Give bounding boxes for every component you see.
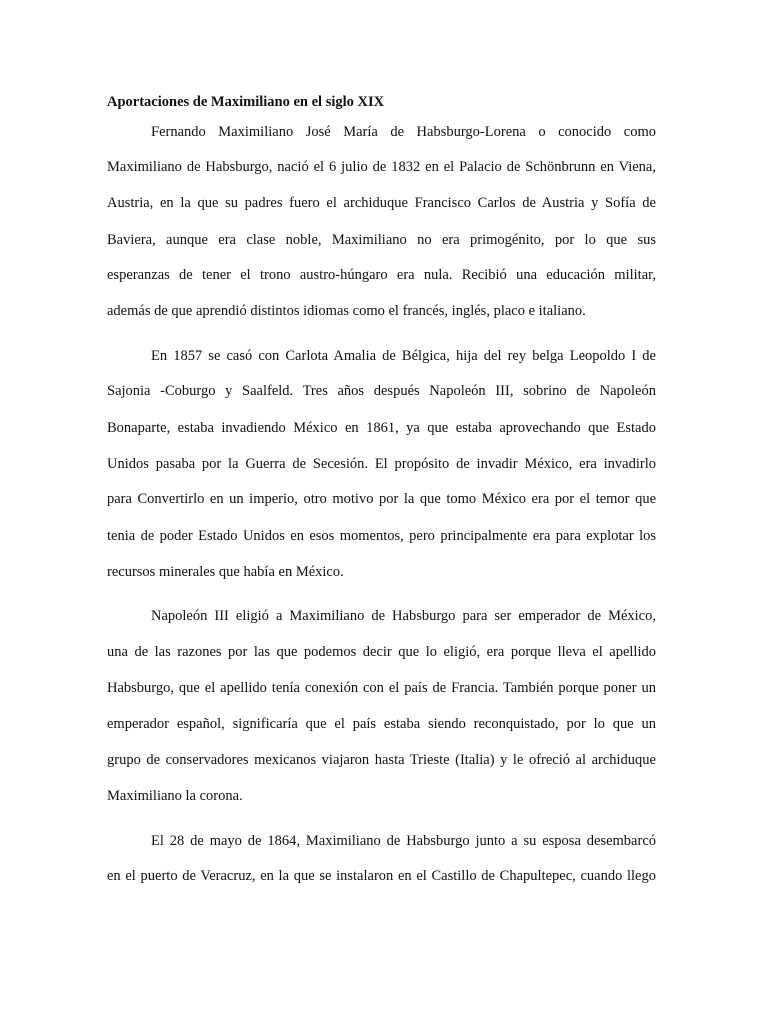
paragraph-2-line-7: recursos minerales que había en México. xyxy=(107,564,344,580)
paragraph-1-line-5: esperanzas de tener el trono austro-húngaro era nula. Recibió una educación militar, xyxy=(107,267,656,283)
paragraph-3-line-3: Habsburgo, que el apellido tenía conexión con el país de Francia. También porque poner un xyxy=(107,680,656,696)
paragraph-4-line-2: en el puerto de Veracruz, en la que se instalaron en el Castillo de Chapultepec, cuando llego xyxy=(107,868,656,884)
paragraph-4-line-1: El 28 de mayo de 1864, Maximiliano de Habsburgo junto a su esposa desembarcó xyxy=(151,833,656,849)
paragraph-1-line-1: Fernando Maximiliano José María de Habsburgo-Lorena o conocido como xyxy=(151,124,656,140)
paragraph-2-line-6: tenia de poder Estado Unidos en esos momentos, pero principalmente era para explotar los xyxy=(107,528,656,544)
paragraph-3-line-2: una de las razones por las que podemos decir que lo eligió, era porque lleva el apellido xyxy=(107,644,656,660)
paragraph-2-line-1: En 1857 se casó con Carlota Amalia de Bélgica, hija del rey belga Leopoldo I de xyxy=(151,348,656,364)
paragraph-1-line-6: además de que aprendió distintos idiomas como el francés, inglés, placo e italiano. xyxy=(107,303,586,319)
paragraph-1-line-2: Maximiliano de Habsburgo, nació el 6 julio de 1832 en el Palacio de Schönbrunn en Viena, xyxy=(107,159,656,175)
paragraph-2-line-3: Bonaparte, estaba invadiendo México en 1861, ya que estaba aprovechando que Estado xyxy=(107,420,656,436)
paragraph-3-line-5: grupo de conservadores mexicanos viajaron hasta Trieste (Italia) y le ofreció al archiduque xyxy=(107,752,656,768)
paragraph-2-line-2: Sajonia -Coburgo y Saalfeld. Tres años después Napoleón III, sobrino de Napoleón xyxy=(107,383,656,399)
paragraph-3-line-6: Maximiliano la corona. xyxy=(107,788,243,804)
paragraph-1-line-4: Baviera, aunque era clase noble, Maximiliano no era primogénito, por lo que sus xyxy=(107,232,656,248)
paragraph-1-line-3: Austria, en la que su padres fuero el archiduque Francisco Carlos de Austria y Sofía de xyxy=(107,195,656,211)
paragraph-2-line-4: Unidos pasaba por la Guerra de Secesión. El propósito de invadir México, era invadirlo xyxy=(107,456,656,472)
paragraph-3-line-4: emperador español, significaría que el país estaba siendo reconquistado, por lo que un xyxy=(107,716,656,732)
document-title: Aportaciones de Maximiliano en el siglo XIX xyxy=(107,94,385,110)
paragraph-2-line-5: para Convertirlo en un imperio, otro motivo por la que tomo México era por el temor que xyxy=(107,491,656,507)
paragraph-3-line-1: Napoleón III eligió a Maximiliano de Habsburgo para ser emperador de México, xyxy=(151,608,656,624)
